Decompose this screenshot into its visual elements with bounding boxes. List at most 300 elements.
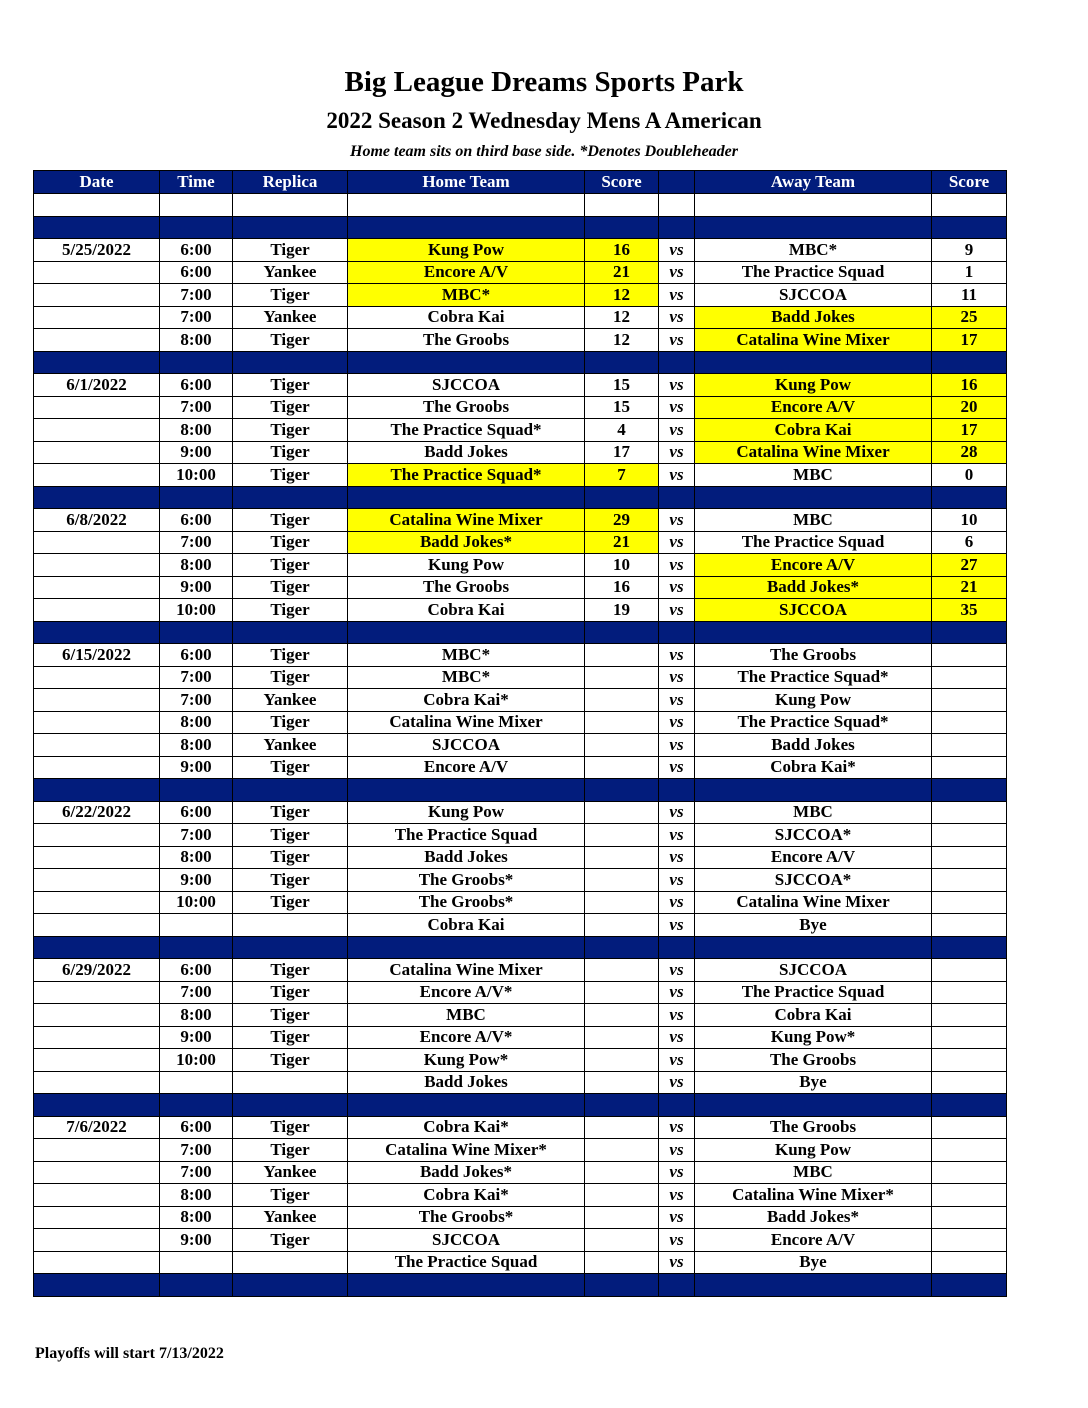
away-score: [932, 644, 1007, 667]
separator-cell: [233, 486, 348, 509]
away-team: Catalina Wine Mixer: [695, 441, 932, 464]
away-score: 10: [932, 509, 1007, 532]
game-time: 10:00: [160, 464, 233, 487]
game-time: 10:00: [160, 599, 233, 622]
game-time: 9:00: [160, 1229, 233, 1252]
home-team: Encore A/V*: [348, 1026, 585, 1049]
away-score: [932, 1184, 1007, 1207]
vs-label: vs: [659, 374, 695, 397]
game-date: [34, 554, 160, 577]
game-field: Tiger: [233, 756, 348, 779]
game-field: Tiger: [233, 374, 348, 397]
separator-cell: [34, 779, 160, 802]
game-field: [233, 914, 348, 937]
home-team: The Groobs: [348, 329, 585, 352]
vs-label: vs: [659, 1229, 695, 1252]
separator-cell: [932, 216, 1007, 239]
separator-cell: [34, 486, 160, 509]
separator-cell: [695, 1274, 932, 1297]
home-score: 21: [585, 261, 659, 284]
vs-label: vs: [659, 284, 695, 307]
home-score: 12: [585, 306, 659, 329]
away-team: Kung Pow: [695, 689, 932, 712]
game-field: Tiger: [233, 239, 348, 262]
vs-label: vs: [659, 441, 695, 464]
home-score: 15: [585, 374, 659, 397]
home-team: Cobra Kai*: [348, 1116, 585, 1139]
home-score: [585, 869, 659, 892]
game-time: 9:00: [160, 869, 233, 892]
away-score: [932, 846, 1007, 869]
vs-label: vs: [659, 1004, 695, 1027]
vs-label: vs: [659, 531, 695, 554]
home-score: [585, 1004, 659, 1027]
game-field: Tiger: [233, 1229, 348, 1252]
game-field: Yankee: [233, 1161, 348, 1184]
separator-cell: [695, 936, 932, 959]
away-team: Encore A/V: [695, 554, 932, 577]
game-field: Tiger: [233, 576, 348, 599]
home-team: Encore A/V*: [348, 981, 585, 1004]
away-score: 1: [932, 261, 1007, 284]
separator-cell: [233, 351, 348, 374]
game-time: 6:00: [160, 644, 233, 667]
week-separator: [34, 621, 1007, 644]
game-field: Tiger: [233, 891, 348, 914]
away-team: Catalina Wine Mixer: [695, 329, 932, 352]
away-score: 11: [932, 284, 1007, 307]
game-field: Yankee: [233, 734, 348, 757]
separator-cell: [160, 216, 233, 239]
home-score: [585, 689, 659, 712]
game-row: [34, 1161, 1007, 1184]
home-score: 16: [585, 576, 659, 599]
separator-cell: [348, 1094, 585, 1117]
home-score: [585, 891, 659, 914]
home-team: The Practice Squad: [348, 824, 585, 847]
week-separator: [34, 1094, 1007, 1117]
game-date: 6/8/2022: [34, 509, 160, 532]
game-date: [34, 464, 160, 487]
vs-label: vs: [659, 464, 695, 487]
away-team: The Practice Squad: [695, 531, 932, 554]
away-team: The Practice Squad*: [695, 666, 932, 689]
home-team: Badd Jokes: [348, 441, 585, 464]
home-score: 15: [585, 396, 659, 419]
game-row: [34, 374, 1007, 397]
game-date: 7/6/2022: [34, 1116, 160, 1139]
vs-label: vs: [659, 509, 695, 532]
away-score: 20: [932, 396, 1007, 419]
game-field: Tiger: [233, 464, 348, 487]
home-score: 19: [585, 599, 659, 622]
game-time: 6:00: [160, 261, 233, 284]
home-score: 12: [585, 284, 659, 307]
game-row: [34, 914, 1007, 937]
vs-label: vs: [659, 306, 695, 329]
away-team: Badd Jokes*: [695, 576, 932, 599]
separator-cell: [932, 621, 1007, 644]
game-field: Tiger: [233, 1116, 348, 1139]
away-team: Kung Pow: [695, 1139, 932, 1162]
game-row: [34, 1071, 1007, 1094]
home-team: Cobra Kai: [348, 914, 585, 937]
game-row: [34, 869, 1007, 892]
vs-label: vs: [659, 576, 695, 599]
game-row: [34, 801, 1007, 824]
game-date: [34, 1071, 160, 1094]
away-score: [932, 734, 1007, 757]
game-field: [233, 1251, 348, 1274]
page-note: Home team sits on third base side. *Denotes Doubleheader: [350, 143, 738, 160]
game-date: [34, 419, 160, 442]
game-row: [34, 1229, 1007, 1252]
home-score: 16: [585, 239, 659, 262]
separator-cell: [348, 216, 585, 239]
home-score: 7: [585, 464, 659, 487]
away-team: The Groobs: [695, 1116, 932, 1139]
vs-label: vs: [659, 419, 695, 442]
game-date: [34, 734, 160, 757]
away-score: [932, 1071, 1007, 1094]
home-score: [585, 1049, 659, 1072]
game-row: [34, 1251, 1007, 1274]
home-team: The Groobs: [348, 396, 585, 419]
away-score: [932, 1161, 1007, 1184]
away-team: The Practice Squad: [695, 261, 932, 284]
game-date: [34, 1206, 160, 1229]
home-score: [585, 1139, 659, 1162]
col-header-date: Date: [34, 171, 160, 194]
game-date: [34, 1026, 160, 1049]
game-time: 6:00: [160, 509, 233, 532]
game-field: Tiger: [233, 959, 348, 982]
playoffs-note: Playoffs will start 7/13/2022: [35, 1345, 224, 1362]
game-row: [34, 891, 1007, 914]
game-date: [34, 981, 160, 1004]
game-row: [34, 689, 1007, 712]
home-score: [585, 1229, 659, 1252]
home-score: 12: [585, 329, 659, 352]
game-date: [34, 329, 160, 352]
col-header-home-score: Score: [585, 171, 659, 194]
separator-cell: [160, 486, 233, 509]
home-score: [585, 914, 659, 937]
home-score: [585, 711, 659, 734]
game-field: Tiger: [233, 509, 348, 532]
separator-cell: [659, 936, 695, 959]
game-date: [34, 666, 160, 689]
separator-cell: [34, 351, 160, 374]
home-team: Badd Jokes: [348, 1071, 585, 1094]
game-field: Tiger: [233, 666, 348, 689]
away-score: [932, 801, 1007, 824]
separator-cell: [160, 1274, 233, 1297]
home-score: [585, 756, 659, 779]
separator-cell: [659, 351, 695, 374]
separator-cell: [932, 486, 1007, 509]
separator-cell: [160, 779, 233, 802]
home-score: 29: [585, 509, 659, 532]
game-time: 6:00: [160, 959, 233, 982]
game-row: [34, 756, 1007, 779]
game-row: [34, 1049, 1007, 1072]
separator-cell: [348, 351, 585, 374]
home-team: Encore A/V: [348, 756, 585, 779]
game-field: Tiger: [233, 1139, 348, 1162]
away-team: SJCCOA*: [695, 824, 932, 847]
vs-label: vs: [659, 1251, 695, 1274]
game-date: [34, 869, 160, 892]
game-time: 8:00: [160, 846, 233, 869]
away-score: [932, 914, 1007, 937]
home-score: [585, 1251, 659, 1274]
game-row: [34, 441, 1007, 464]
game-field: Tiger: [233, 284, 348, 307]
game-time: 8:00: [160, 1004, 233, 1027]
game-date: [34, 711, 160, 734]
away-team: SJCCOA: [695, 284, 932, 307]
separator-cell: [695, 1094, 932, 1117]
home-team: MBC*: [348, 644, 585, 667]
game-field: Tiger: [233, 1004, 348, 1027]
separator-cell: [585, 621, 659, 644]
away-team: Encore A/V: [695, 1229, 932, 1252]
game-time: 7:00: [160, 284, 233, 307]
separator-cell: [348, 779, 585, 802]
home-score: [585, 666, 659, 689]
separator-cell: [348, 936, 585, 959]
home-score: [585, 801, 659, 824]
home-team: Catalina Wine Mixer: [348, 711, 585, 734]
game-row: [34, 464, 1007, 487]
away-score: [932, 1206, 1007, 1229]
separator-cell: [585, 216, 659, 239]
away-team: MBC: [695, 801, 932, 824]
game-time: 7:00: [160, 306, 233, 329]
separator-cell: [585, 1094, 659, 1117]
home-score: [585, 644, 659, 667]
away-team: Bye: [695, 1251, 932, 1274]
game-field: Tiger: [233, 711, 348, 734]
home-score: 10: [585, 554, 659, 577]
separator-cell: [659, 621, 695, 644]
home-team: The Practice Squad*: [348, 464, 585, 487]
away-team: SJCCOA: [695, 599, 932, 622]
separator-cell: [160, 936, 233, 959]
game-time: 10:00: [160, 1049, 233, 1072]
game-row: [34, 576, 1007, 599]
game-field: Tiger: [233, 869, 348, 892]
game-date: [34, 306, 160, 329]
vs-label: vs: [659, 1071, 695, 1094]
game-date: [34, 1251, 160, 1274]
separator-cell: [659, 486, 695, 509]
game-row: [34, 824, 1007, 847]
home-team: Kung Pow*: [348, 1049, 585, 1072]
home-score: [585, 981, 659, 1004]
away-score: [932, 1049, 1007, 1072]
game-date: [34, 531, 160, 554]
game-date: [34, 1049, 160, 1072]
away-team: Catalina Wine Mixer*: [695, 1184, 932, 1207]
game-field: Tiger: [233, 531, 348, 554]
game-field: Tiger: [233, 599, 348, 622]
game-date: [34, 599, 160, 622]
col-header-vs: [659, 171, 695, 194]
game-time: 7:00: [160, 1139, 233, 1162]
game-field: Tiger: [233, 1049, 348, 1072]
home-team: The Groobs: [348, 576, 585, 599]
game-row: [34, 599, 1007, 622]
game-time: 9:00: [160, 441, 233, 464]
game-row: [34, 644, 1007, 667]
vs-label: vs: [659, 824, 695, 847]
separator-cell: [348, 486, 585, 509]
game-date: 6/22/2022: [34, 801, 160, 824]
game-row: [34, 1139, 1007, 1162]
game-field: Yankee: [233, 306, 348, 329]
vs-label: vs: [659, 1161, 695, 1184]
away-team: Badd Jokes: [695, 306, 932, 329]
game-row: [34, 554, 1007, 577]
game-field: Tiger: [233, 824, 348, 847]
game-date: 5/25/2022: [34, 239, 160, 262]
away-team: Bye: [695, 914, 932, 937]
game-time: 9:00: [160, 756, 233, 779]
game-field: Tiger: [233, 846, 348, 869]
game-row: [34, 666, 1007, 689]
game-row: [34, 329, 1007, 352]
vs-label: vs: [659, 756, 695, 779]
away-score: [932, 689, 1007, 712]
separator-cell: [932, 1274, 1007, 1297]
home-score: [585, 1026, 659, 1049]
vs-label: vs: [659, 1116, 695, 1139]
away-score: [932, 824, 1007, 847]
away-team: MBC*: [695, 239, 932, 262]
home-team: The Groobs*: [348, 891, 585, 914]
home-team: Badd Jokes: [348, 846, 585, 869]
blank-row: [34, 194, 1007, 217]
home-score: [585, 1071, 659, 1094]
separator-cell: [233, 936, 348, 959]
away-team: MBC: [695, 509, 932, 532]
home-score: [585, 1206, 659, 1229]
game-time: 7:00: [160, 531, 233, 554]
home-team: Cobra Kai*: [348, 1184, 585, 1207]
away-score: [932, 1229, 1007, 1252]
away-team: Catalina Wine Mixer: [695, 891, 932, 914]
vs-label: vs: [659, 711, 695, 734]
vs-label: vs: [659, 644, 695, 667]
home-team: Cobra Kai*: [348, 689, 585, 712]
vs-label: vs: [659, 1026, 695, 1049]
vs-label: vs: [659, 869, 695, 892]
home-score: [585, 1161, 659, 1184]
game-time: 8:00: [160, 554, 233, 577]
vs-label: vs: [659, 959, 695, 982]
game-date: [34, 824, 160, 847]
game-row: [34, 1206, 1007, 1229]
game-date: [34, 1004, 160, 1027]
away-team: Badd Jokes: [695, 734, 932, 757]
vs-label: vs: [659, 891, 695, 914]
game-row: [34, 846, 1007, 869]
col-header-home-team: Home Team: [348, 171, 585, 194]
game-time: 9:00: [160, 576, 233, 599]
game-date: [34, 689, 160, 712]
game-field: Tiger: [233, 419, 348, 442]
game-date: [34, 1184, 160, 1207]
separator-cell: [659, 1094, 695, 1117]
week-separator: [34, 936, 1007, 959]
game-time: 6:00: [160, 374, 233, 397]
separator-cell: [348, 621, 585, 644]
home-score: [585, 959, 659, 982]
away-score: [932, 666, 1007, 689]
game-time: 9:00: [160, 1026, 233, 1049]
away-score: [932, 869, 1007, 892]
home-team: The Groobs*: [348, 869, 585, 892]
home-team: Encore A/V: [348, 261, 585, 284]
game-time: 8:00: [160, 1206, 233, 1229]
home-team: The Practice Squad: [348, 1251, 585, 1274]
vs-label: vs: [659, 261, 695, 284]
separator-cell: [695, 216, 932, 239]
home-team: Cobra Kai: [348, 599, 585, 622]
vs-label: vs: [659, 666, 695, 689]
separator-cell: [932, 1094, 1007, 1117]
game-field: Yankee: [233, 261, 348, 284]
game-date: [34, 756, 160, 779]
game-time: 7:00: [160, 666, 233, 689]
separator-cell: [34, 216, 160, 239]
away-score: 27: [932, 554, 1007, 577]
home-team: MBC*: [348, 666, 585, 689]
home-team: Catalina Wine Mixer: [348, 509, 585, 532]
separator-cell: [348, 1274, 585, 1297]
separator-cell: [585, 486, 659, 509]
game-time: 7:00: [160, 689, 233, 712]
vs-label: vs: [659, 239, 695, 262]
week-separator: [34, 216, 1007, 239]
separator-cell: [34, 1094, 160, 1117]
separator-cell: [233, 216, 348, 239]
game-time: [160, 1251, 233, 1274]
home-score: [585, 1184, 659, 1207]
home-team: Kung Pow: [348, 554, 585, 577]
game-date: [34, 1161, 160, 1184]
game-row: [34, 509, 1007, 532]
game-field: Yankee: [233, 1206, 348, 1229]
away-score: [932, 711, 1007, 734]
col-header-away-score: Score: [932, 171, 1007, 194]
game-date: [34, 396, 160, 419]
separator-cell: [34, 1274, 160, 1297]
separator-cell: [659, 216, 695, 239]
separator-cell: [233, 621, 348, 644]
game-field: Tiger: [233, 1184, 348, 1207]
away-team: MBC: [695, 464, 932, 487]
game-time: 8:00: [160, 711, 233, 734]
separator-cell: [233, 1094, 348, 1117]
game-row: [34, 284, 1007, 307]
away-team: The Practice Squad*: [695, 711, 932, 734]
away-team: Kung Pow: [695, 374, 932, 397]
game-row: [34, 1184, 1007, 1207]
away-score: 21: [932, 576, 1007, 599]
